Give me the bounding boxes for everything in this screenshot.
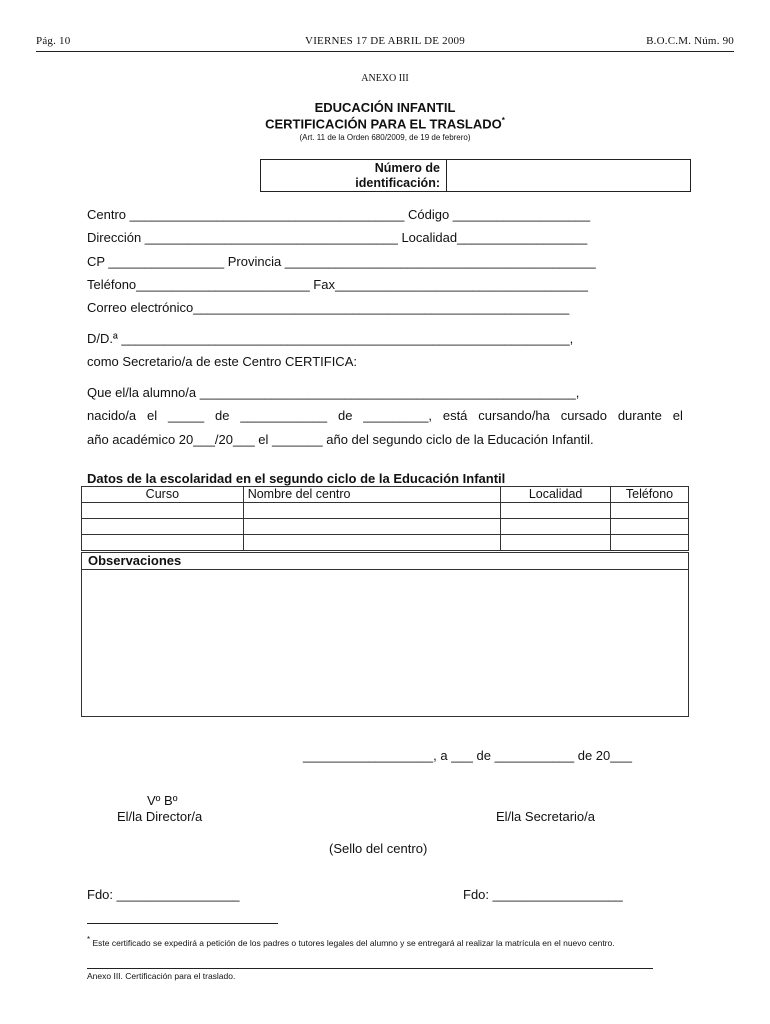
table-row xyxy=(82,503,689,519)
nacido-word: cursando/ha xyxy=(478,408,550,423)
field-nacido[interactable] xyxy=(87,408,683,423)
nacido-word: nacido/a xyxy=(87,408,137,423)
annex-label: ANEXO III xyxy=(361,73,409,84)
page-number: Pág. 10 xyxy=(36,35,71,47)
title-footnote-mark: * xyxy=(501,116,505,125)
identification-value-field[interactable] xyxy=(448,160,690,191)
table-row xyxy=(82,519,689,535)
column-header-localidad: Localidad xyxy=(501,487,611,503)
field-anio-academico[interactable]: año académico 20___/20___ el _______ año del segundo ciclo de la Educación Infantil. xyxy=(87,432,594,447)
field-centro[interactable]: Centro ______________________________________ Código ___________________ xyxy=(87,207,591,222)
publication-date: VIERNES 17 DE ABRIL DE 2009 xyxy=(305,35,465,47)
observaciones-label: Observaciones xyxy=(88,553,182,568)
visto-bueno: Vº Bº xyxy=(147,793,178,808)
table-row xyxy=(82,535,689,551)
identification-box xyxy=(260,159,691,192)
schooling-table-title: Datos de la escolaridad en el segundo ciclo de la Educación Infantil xyxy=(87,471,506,486)
document-title-line1: EDUCACIÓN INFANTIL xyxy=(314,100,456,115)
table-header-row xyxy=(82,487,689,503)
table-cell[interactable] xyxy=(611,503,689,519)
field-direccion[interactable]: Dirección ___________________________________ Localidad__________________ xyxy=(87,230,588,245)
nacido-word: _____ xyxy=(168,408,205,423)
table-cell[interactable] xyxy=(611,519,689,535)
footnote-rule xyxy=(87,923,278,924)
place-date-line[interactable]: __________________, a ___ de ___________ de 20___ xyxy=(303,748,632,763)
field-dd[interactable]: D/D.ª ______________________________________________________________, xyxy=(87,331,574,346)
header-rule xyxy=(36,51,734,52)
nacido-word: ____________ xyxy=(240,408,328,423)
secretario-label: El/la Secretario/a xyxy=(496,809,595,824)
nacido-word: el xyxy=(672,408,683,423)
table-cell[interactable] xyxy=(243,519,500,535)
table-cell[interactable] xyxy=(243,535,500,551)
fdo-secretario[interactable]: Fdo: __________________ xyxy=(463,887,623,902)
table-cell[interactable] xyxy=(82,519,244,535)
page-footer: Anexo III. Certificación para el traslado. xyxy=(87,971,236,981)
bulletin-number: B.O.C.M. Núm. 90 xyxy=(646,35,734,47)
nacido-word: de xyxy=(337,408,353,423)
secretario-certifica: como Secretario/a de este Centro CERTIFICA: xyxy=(87,354,357,369)
document-subtitle: (Art. 11 de la Orden 680/2009, de 19 de febrero) xyxy=(299,133,471,142)
table-cell[interactable] xyxy=(501,535,611,551)
id-label-line1: Número de xyxy=(374,161,440,175)
document-title-line2: CERTIFICACIÓN PARA EL TRASLADO* xyxy=(265,116,505,132)
observaciones-field[interactable] xyxy=(82,570,688,716)
nacido-word: de xyxy=(215,408,230,423)
footnote xyxy=(87,934,687,949)
nacido-word: el xyxy=(147,408,158,423)
identification-label xyxy=(261,160,447,191)
director-label: El/la Director/a xyxy=(117,809,203,824)
table-cell[interactable] xyxy=(243,503,500,519)
footnote-mark: * xyxy=(87,935,91,944)
column-header-telefono: Teléfono xyxy=(611,487,689,503)
observaciones-box xyxy=(81,552,689,717)
column-header-curso: Curso xyxy=(82,487,244,503)
sello-centro: (Sello del centro) xyxy=(329,841,428,856)
footnote-text: Este certificado se expedirá a petición de los padres o tutores legales del alumno y se entregará al realizar la matrícula en el nuevo centro. xyxy=(92,937,615,948)
nacido-word: _________, xyxy=(363,408,432,423)
table-cell[interactable] xyxy=(611,535,689,551)
table-cell[interactable] xyxy=(82,535,244,551)
id-label-line2: identificación: xyxy=(355,176,440,190)
field-cp[interactable]: CP ________________ Provincia ___________________________________________ xyxy=(87,254,596,269)
table-cell[interactable] xyxy=(82,503,244,519)
column-header-nombre-centro: Nombre del centro xyxy=(243,487,500,503)
field-telefono[interactable]: Teléfono________________________ Fax___________________________________ xyxy=(87,277,589,292)
table-cell[interactable] xyxy=(501,519,611,535)
nacido-word: está xyxy=(442,408,468,423)
nacido-word: cursado xyxy=(560,408,607,423)
schooling-table xyxy=(81,486,689,551)
field-alumno[interactable]: Que el/la alumno/a ____________________________________________________, xyxy=(87,385,580,400)
table-cell[interactable] xyxy=(501,503,611,519)
fdo-director[interactable]: Fdo: _________________ xyxy=(87,887,240,902)
nacido-word: durante xyxy=(617,408,662,423)
field-correo[interactable]: Correo electrónico____________________________________________________ xyxy=(87,300,570,315)
footer-rule xyxy=(87,968,653,969)
